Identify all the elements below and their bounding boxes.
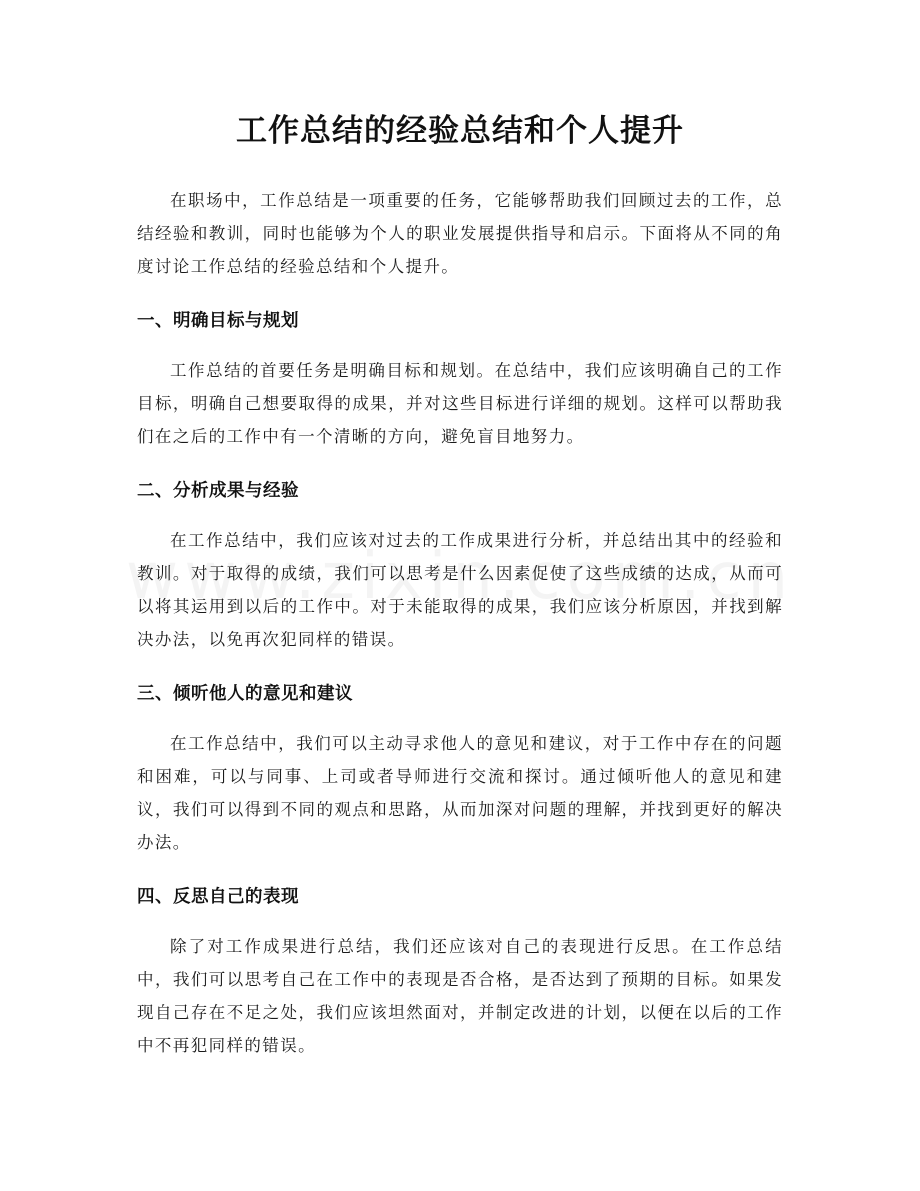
document-body bbox=[137, 184, 783, 1062]
spacer bbox=[137, 914, 783, 930]
spacer bbox=[137, 283, 783, 305]
spacer bbox=[137, 508, 783, 524]
section-body-1: 工作总结的首要任务是明确目标和规划。在总结中，我们应该明确自己的工作目标，明确自己想要取得的成果，并对这些目标进行详细的规划。这样可以帮助我们在之后的工作中有一个清晰的方向，避免盲目地努力。 bbox=[137, 361, 783, 446]
spacer bbox=[137, 711, 783, 727]
section-body-4: 除了对工作成果进行总结，我们还应该对自己的表现进行反思。在工作总结中，我们可以思考自己在工作中的表现是否合格，是否达到了预期的目标。如果发现自己存在不足之处，我们应该坦然面对，并制定改进的计划，以便在以后的工作中不再犯同样的错误。 bbox=[137, 937, 783, 1055]
section-heading-3: 三、倾听他人的意见和建议 bbox=[137, 684, 353, 704]
intro-paragraph: 在职场中，工作总结是一项重要的任务，它能够帮助我们回顾过去的工作，总结经验和教训，同时也能够为个人的职业发展提供指导和启示。下面将从不同的角度讨论工作总结的经验总结和个人提升。 bbox=[137, 191, 783, 276]
section-heading-4: 四、反思自己的表现 bbox=[137, 887, 299, 907]
section-body-3: 在工作总结中，我们可以主动寻求他人的意见和建议，对于工作中存在的问题和困难，可以与同事、上司或者导师进行交流和探讨。通过倾听他人的意见和建议，我们可以得到不同的观点和思路，从而加深对问题的理解，并找到更好的解决办法。 bbox=[137, 734, 783, 852]
section-heading-2: 二、分析成果与经验 bbox=[137, 481, 299, 501]
spacer bbox=[137, 859, 783, 881]
section-heading-1: 一、明确目标与规划 bbox=[137, 311, 299, 331]
spacer bbox=[137, 453, 783, 475]
page-title: 工作总结的经验总结和个人提升 bbox=[236, 113, 684, 149]
spacer bbox=[137, 656, 783, 678]
section-body-2: 在工作总结中，我们应该对过去的工作成果进行分析，并总结出其中的经验和教训。对于取得的成绩，我们可以思考是什么因素促使了这些成绩的达成，从而可以将其运用到以后的工作中。对于未能取得的成果，我们应该分析原因，并找到解决办法，以免再次犯同样的错误。 bbox=[137, 531, 783, 649]
spacer bbox=[137, 338, 783, 354]
